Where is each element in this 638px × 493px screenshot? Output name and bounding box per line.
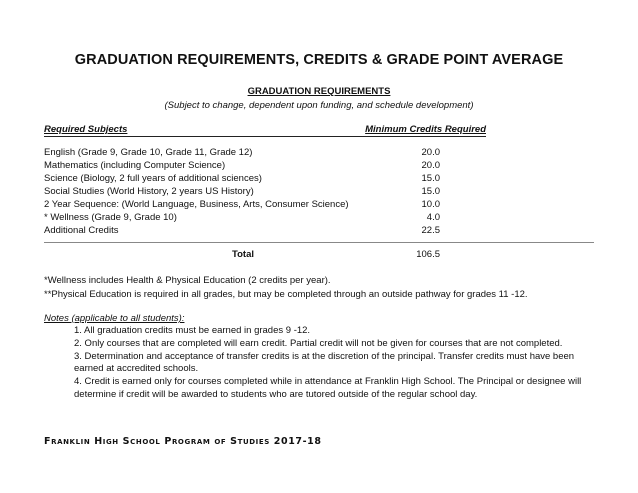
- page-title: GRADUATION REQUIREMENTS, CREDITS & GRADE POINT AVERAGE: [74, 52, 564, 68]
- table-row: [44, 172, 440, 185]
- total-divider: [44, 242, 594, 243]
- row-subject: Mathematics (including Computer Science): [44, 160, 226, 171]
- table-row: [44, 159, 440, 172]
- row-subject: Social Studies (World History, 2 years US History): [44, 186, 254, 197]
- table-row: [44, 198, 440, 211]
- note-item: 1. All graduation credits must be earned in grades 9 -12.: [74, 325, 311, 336]
- row-subject: English (Grade 9, Grade 10, Grade 11, Grade 12): [44, 147, 253, 158]
- row-subject: * Wellness (Grade 9, Grade 10): [44, 212, 177, 223]
- column-header-credits: Minimum Credits Required: [365, 124, 486, 135]
- section-title: GRADUATION REQUIREMENTS: [247, 86, 391, 97]
- row-subject: 2 Year Sequence: (World Language, Business, Arts, Consumer Science): [44, 199, 349, 210]
- row-credits: 15.0: [421, 186, 440, 197]
- row-subject: Science (Biology, 2 full years of additional sciences): [44, 173, 262, 184]
- note-item: 3. Determination and acceptance of transfer credits is at the discretion of the principal. Transfer credits must have been earned at accredited schools.: [74, 350, 575, 375]
- row-credits: 4.0: [426, 212, 440, 223]
- notes-title: Notes (applicable to all students):: [44, 313, 185, 324]
- section-note: (Subject to change, dependent upon funding, and schedule development): [164, 100, 474, 111]
- notes-list: [74, 325, 604, 402]
- table-row: [44, 185, 440, 198]
- table-row: [44, 146, 440, 159]
- row-credits: 20.0: [421, 147, 440, 158]
- school-footer: Franklin High School Program of Studies 2017-18: [44, 436, 322, 447]
- table-row: [44, 224, 440, 237]
- note-item: 2. Only courses that are completed will earn credit. Partial credit will not be given for courses that are not completed.: [74, 337, 563, 349]
- row-credits: 20.0: [421, 160, 440, 171]
- total-label: Total: [232, 249, 254, 260]
- total-value: 106.5: [416, 249, 440, 260]
- row-credits: 15.0: [421, 173, 440, 184]
- note-item: 4. Credit is earned only for courses completed while in attendance at Franklin High School. The Principal or designee will determine if credit will be awarded to students who are tutored outside of the regular school day.: [74, 376, 582, 400]
- footnote-wellness: *Wellness includes Health & Physical Education (2 credits per year).: [44, 275, 331, 286]
- requirements-table: [44, 146, 440, 237]
- row-credits: 10.0: [421, 199, 440, 210]
- column-header-subjects: Required Subjects: [44, 124, 128, 135]
- footnote-physical-education: **Physical Education is required in all grades, but may be completed through an outside pathway for grades 11 -12.: [44, 289, 528, 300]
- row-credits: 22.5: [421, 225, 440, 236]
- row-subject: Additional Credits: [44, 225, 119, 236]
- header-divider: [44, 136, 486, 137]
- table-row: [44, 211, 440, 224]
